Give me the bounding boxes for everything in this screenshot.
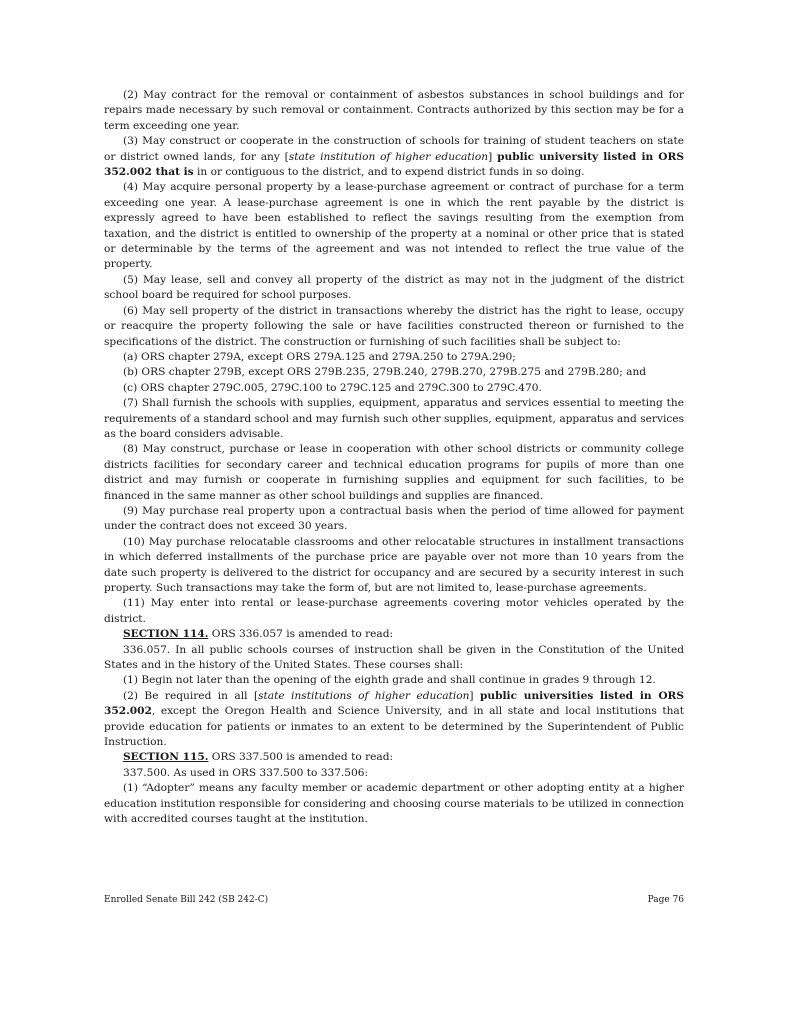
paragraph-p4 [104,180,684,272]
text-run: (3) May construct or cooperate in the construction of schools for training of student teachers on state or district owned lands, for any [ [104,135,684,163]
text-run: (7) Shall furnish the schools with supplies, equipment, apparatus and services essential to meeting the requirements of a standard school and may furnish such other supplies, equipment, apparatus and services as the board considers advisable. [104,397,684,440]
deleted-text: state institution of higher education [288,150,489,163]
text-run: (6) May sell property of the district in transactions whereby the district has the right to lease, occupy or reacquire the property following the sale or have facilities constructed thereon or furnished to the specifications of the district. The construction or furnishing of such facilities shall be subject to: [104,304,684,348]
text-run: 337.500. As used in ORS 337.500 to 337.506: [123,766,369,779]
text-run: (11) May enter into rental or lease-purchase agreements covering motor vehicles operated by the district. [104,597,684,625]
text-run: (1) Begin not later than the opening of the eighth grade and shall continue in grades 9 through 12. [123,674,656,687]
text-run: ] [488,150,498,163]
paragraph-s114a [104,643,684,674]
amended-text: public universities listed in ORS 352.002 [104,689,684,718]
paragraph-s115a [104,766,684,781]
paragraph-s115b [104,781,684,827]
text-run: (2) May contract for the removal or containment of asbestos substances in school buildings and for repairs made necessary by such removal or containment. Contracts authorized by this section may be for a term exceeding one year. [104,89,684,132]
text-run: ORS 336.057 is amended to read: [208,628,394,641]
paragraph-p6 [104,304,684,350]
text-run: in or contiguous to the district, and to expend district funds in so doing. [193,166,585,179]
paragraph-s114b [104,673,684,688]
text-run: 336.057. In all public schools courses of instruction shall be given in the Constitution of the United States and in the history of the United States. These courses shall: [104,643,684,672]
text-run: (5) May lease, sell and convey all property of the district as may not in the judgment of the district school board be required for school purposes. [104,273,684,302]
paragraph-p8 [104,442,684,504]
page-number: Page 76 [647,895,684,905]
deleted-text: state institutions of higher education [258,689,470,702]
paragraph-p6c [104,381,684,396]
paragraph-s114c [104,689,684,751]
paragraph-p5 [104,273,684,304]
paragraph-p7 [104,396,684,442]
text-run: , except the Oregon Health and Science University, and in all state and local institutions that provide education for patients or inmates to an extent to be determined by the Superintendent of Public Instruction. [104,705,684,749]
bill-identifier: Enrolled Senate Bill 242 (SB 242-C) [104,895,269,905]
section-heading: SECTION 115. [123,751,209,764]
paragraph-s115 [104,750,684,765]
text-run: (a) ORS chapter 279A, except ORS 279A.125 and 279A.250 to 279A.290; [123,350,516,363]
section-heading: SECTION 114. [123,628,209,641]
paragraph-p10 [104,535,684,597]
paragraph-p3 [104,134,684,180]
text-run: (2) Be required in all [ [123,689,259,702]
paragraph-p2 [104,88,684,134]
paragraph-p11 [104,596,684,627]
text-run: ORS 337.500 is amended to read: [208,751,394,764]
text-run: ] [469,689,480,702]
paragraph-p9 [104,504,684,535]
paragraph-s114 [104,627,684,642]
text-run: (1) “Adopter” means any faculty member or academic department or other adopting entity at a higher education institution responsible for considering and choosing course materials to be utilized in connection with accredited courses taught at the institution. [104,782,684,826]
paragraph-p6b [104,365,684,380]
text-run: (b) ORS chapter 279B, except ORS 279B.235, 279B.240, 279B.270, 279B.275 and 279B.280; and [123,366,647,379]
text-run: (c) ORS chapter 279C.005, 279C.100 to 279C.125 and 279C.300 to 279C.470. [123,381,542,394]
paragraph-p6a [104,350,684,365]
text-run: (9) May purchase real property upon a contractual basis when the period of time allowed for payment under the contract does not exceed 30 years. [104,504,684,533]
page-footer [104,895,684,905]
document-body [104,88,684,828]
amended-text: public university listed in ORS 352.002 that is [104,150,684,179]
text-run: (8) May construct, purchase or lease in cooperation with other school districts or community college districts facilities for secondary career and technical education programs for pupils of more than one district and may furnish or cooperate in furnishing supplies and equipment for such facilities, to be financed in the same manner as other school buildings and supplies are financed. [104,443,684,502]
text-run: (4) May acquire personal property by a lease-purchase agreement or contract of purchase for a term exceeding one year. A lease-purchase agreement is one in which the rent payable by the district is expressly agreed to have been established to reflect the savings resulting from the exemption from taxation, and the district is entitled to ownership of the property at a nominal or other price that is stated or determinable by the terms of the agreement and was not intended to reflect the true value of the property. [104,181,684,271]
text-run: (10) May purchase relocatable classrooms and other relocatable structures in installment transactions in which deferred installments of the purchase price are payable over not more than 10 years from the date such property is delivered to the district for occupancy and are secured by a security interest in such property. Such transactions may take the form of, but are not limited to, lease-purchase agreements. [104,535,684,594]
